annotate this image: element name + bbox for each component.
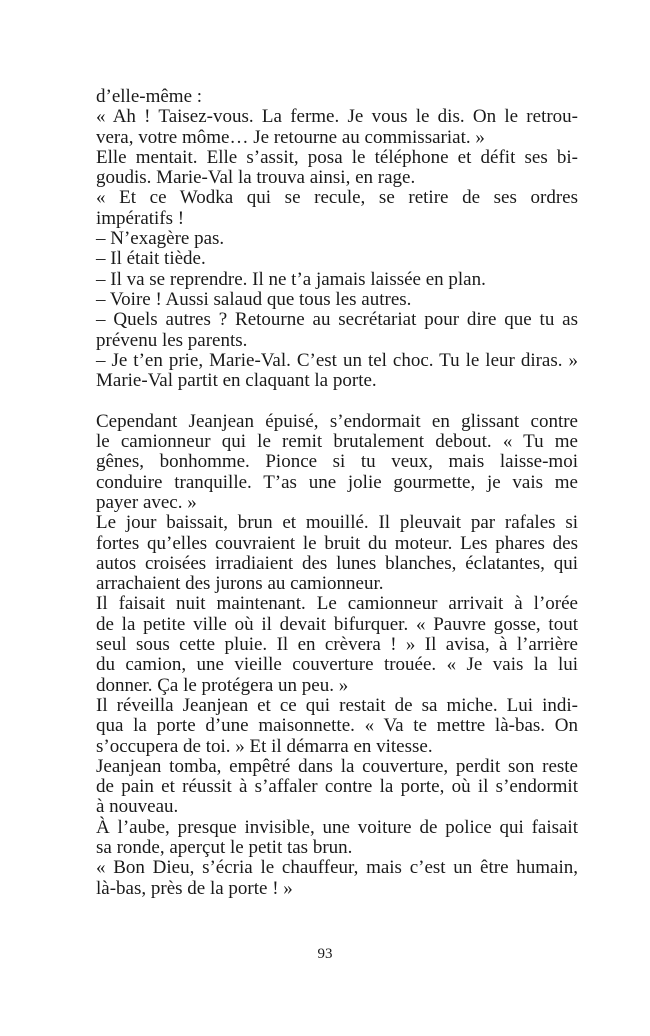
text-line: du camion, une vieille couverture trouée. « Je vais la lui bbox=[96, 654, 578, 676]
text-line: sa ronde, aperçut le petit tas brun. bbox=[96, 836, 353, 858]
text-line: là-bas, près de la porte ! » bbox=[96, 877, 293, 899]
page-number: 93 bbox=[317, 946, 333, 962]
text-line: arrachaient des jurons au camionneur. bbox=[96, 573, 384, 595]
text-line: Elle mentait. Elle s’assit, posa le téléphone et défit ses bi- bbox=[96, 146, 578, 168]
text-line: fortes qu’elles couvraient le bruit du moteur. Les phares des bbox=[96, 532, 578, 554]
text-line: à nouveau. bbox=[96, 796, 179, 818]
text-line: qua la porte d’une maisonnette. « Va te mettre là-bas. On bbox=[96, 715, 578, 737]
text-line: « Bon Dieu, s’écria le chauffeur, mais c’est un être humain, bbox=[96, 857, 578, 879]
text-line: s’occupera de toi. » Et il démarra en vitesse. bbox=[96, 735, 433, 757]
text-line: – Il va se reprendre. Il ne t’a jamais laissée en plan. bbox=[96, 268, 486, 290]
text-line: impératifs ! bbox=[96, 207, 185, 229]
text-line: Il réveilla Jeanjean et ce qui restait de sa miche. Lui indi- bbox=[96, 694, 578, 716]
text-line: – Je t’en prie, Marie-Val. C’est un tel choc. Tu le leur diras. » bbox=[96, 349, 578, 371]
text-line: de pain et réussit à s’affaler contre la porte, où il s’endormit bbox=[96, 776, 578, 798]
text-line: de la petite ville où il devait bifurquer. « Pauvre gosse, tout bbox=[96, 613, 578, 635]
text-line: gênes, bonhomme. Pionce si tu veux, mais laisse-moi bbox=[96, 451, 578, 473]
text-line: payer avec. » bbox=[96, 491, 197, 513]
paragraph-break bbox=[96, 391, 578, 411]
text-line: À l’aube, presque invisible, une voiture de police qui faisait bbox=[96, 816, 578, 838]
text-line: vera, votre môme… Je retourne au commissariat. » bbox=[96, 126, 485, 148]
text-line: – Quels autres ? Retourne au secrétariat pour dire que tu as bbox=[96, 309, 578, 331]
page-body-text bbox=[96, 87, 578, 899]
text-line: d’elle-même : bbox=[96, 86, 203, 107]
text-line: conduire tranquille. T’as une jolie gourmette, je vais me bbox=[96, 471, 578, 493]
text-line: – Il était tiède. bbox=[96, 248, 206, 270]
text-line: le camionneur qui le remit brutalement debout. « Tu me bbox=[96, 431, 578, 453]
text-line: Cependant Jeanjean épuisé, s’endormait en glissant contre bbox=[96, 410, 578, 432]
text-line: Le jour baissait, brun et mouillé. Il pleuvait par rafales si bbox=[96, 512, 578, 534]
text-line: goudis. Marie-Val la trouva ainsi, en rage. bbox=[96, 167, 416, 189]
text-block-1 bbox=[96, 87, 578, 391]
text-block-2 bbox=[96, 412, 578, 899]
text-line: prévenu les parents. bbox=[96, 329, 248, 351]
text-line: – Voire ! Aussi salaud que tous les autres. bbox=[96, 288, 412, 310]
text-line: autos croisées irradiaient des lunes blanches, éclatantes, qui bbox=[96, 552, 578, 574]
text-line: Il faisait nuit maintenant. Le camionneur arrivait à l’orée bbox=[96, 593, 578, 615]
text-line: Marie-Val partit en claquant la porte. bbox=[96, 370, 377, 392]
text-line: « Ah ! Taisez-vous. La ferme. Je vous le dis. On le retrou- bbox=[96, 106, 578, 128]
text-line: – N’exagère pas. bbox=[96, 228, 225, 250]
text-line: Jeanjean tomba, empêtré dans la couverture, perdit son reste bbox=[96, 755, 578, 777]
text-line: seul sous cette pluie. Il en crèvera ! » Il avisa, à l’arrière bbox=[96, 634, 578, 656]
text-line: « Et ce Wodka qui se recule, se retire de ses ordres bbox=[96, 187, 578, 209]
text-line: donner. Ça le protégera un peu. » bbox=[96, 674, 349, 696]
